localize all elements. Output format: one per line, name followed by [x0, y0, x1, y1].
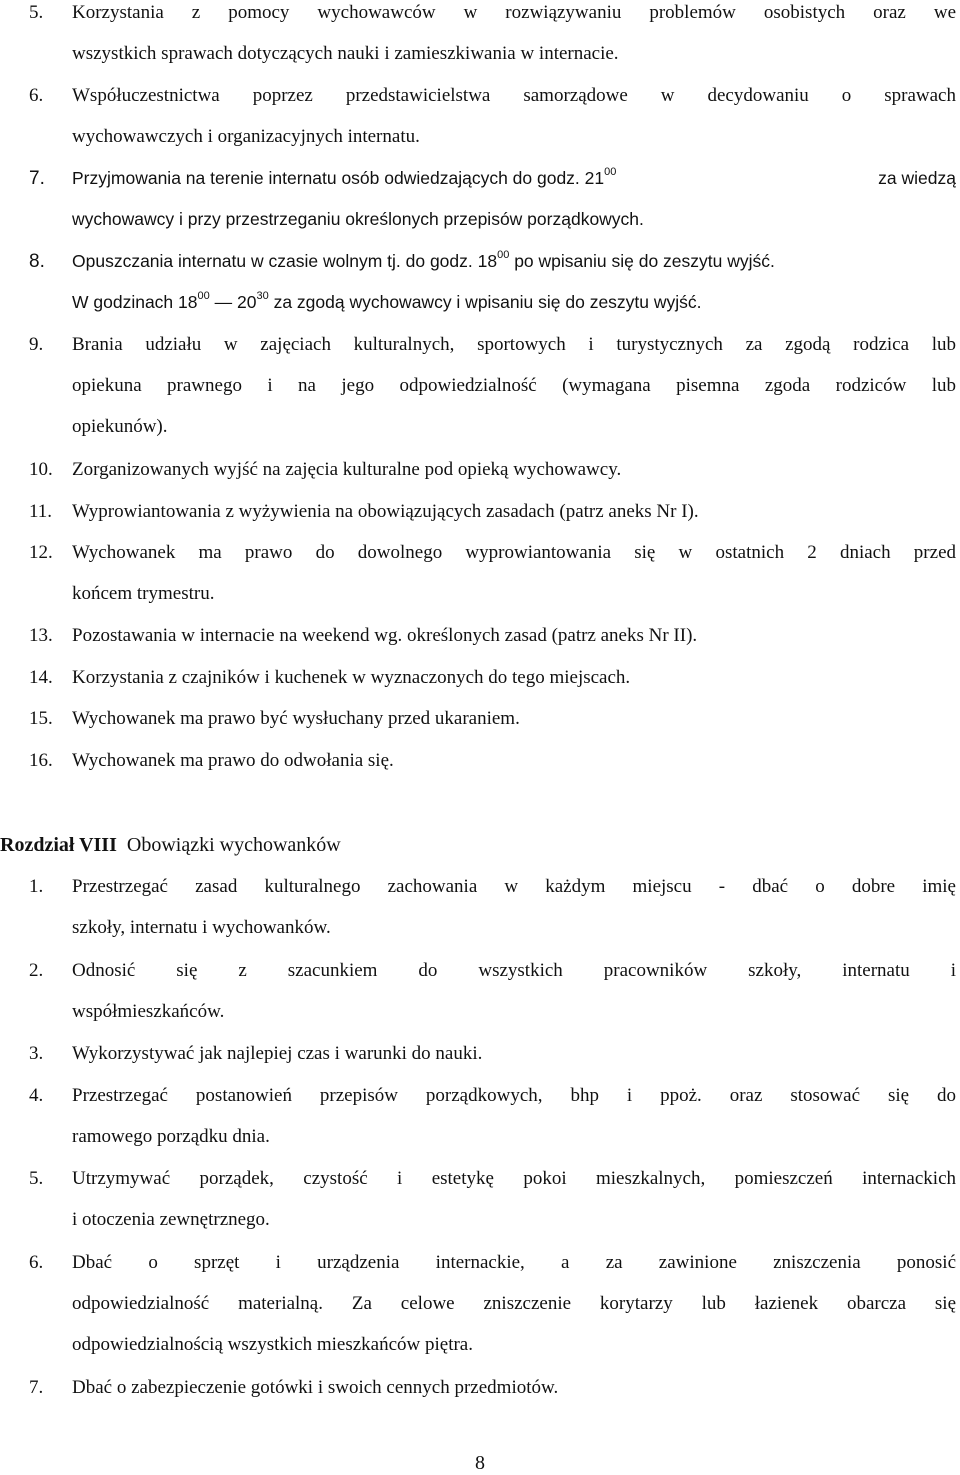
- item-text-line: szkoły, internatu i wychowanków.: [72, 917, 331, 938]
- item-number: 7.: [29, 1377, 44, 1398]
- item-text-line: Korzystania z pomocy wychowawców w rozwiązywaniu problemów osobistych oraz we: [72, 2, 956, 23]
- item-text-line: Korzystania z czajników i kuchenek w wyznaczonych do tego miejscach.: [72, 667, 631, 688]
- item-text-line: i otoczenia zewnętrznego.: [72, 1209, 270, 1230]
- item-text-line: W godzinach $18^{00}$ — $20^{30}$ za zgodą wychowawcy i wpisaniu się do zeszytu wyjść.: [72, 290, 702, 312]
- item-number: 6.: [29, 85, 44, 106]
- item-number: 9.: [29, 334, 44, 355]
- time-superscript: 00: [604, 166, 617, 178]
- item-number: 13.: [29, 625, 53, 646]
- item-text-part: za wiedzą: [878, 168, 956, 188]
- item-text-line: wychowawcy i przy przestrzeganiu określonych przepisów porządkowych.: [72, 209, 644, 229]
- item-number: 15.: [29, 708, 53, 729]
- item-text-line: Utrzymywać porządek, czystość i estetykę pokoi mieszkalnych, pomieszczeń internackich: [72, 1168, 956, 1189]
- item-number: 2.: [29, 960, 44, 981]
- item-text-line: Odnosić się z szacunkiem do wszystkich pracowników szkoły, internatu i: [72, 960, 956, 981]
- item-text-line: Wychowanek ma prawo do odwołania się.: [72, 750, 394, 771]
- item-text-part: Przyjmowania na terenie internatu osób odwiedzających do godz. $21^{00}$: [72, 166, 617, 188]
- chapter-title: Obowiązki wychowanków: [126, 834, 341, 856]
- item-number: 5.: [29, 1168, 44, 1189]
- item-text-line: Wyprowiantowania z wyżywienia na obowiązujących zasadach (patrz aneks Nr I).: [72, 501, 699, 522]
- item-number: 6.: [29, 1252, 44, 1273]
- item-number: 7.: [29, 168, 45, 189]
- item-number: 5.: [29, 2, 44, 23]
- item-number: 11.: [29, 501, 53, 522]
- item-text-line: Brania udziału w zajęciach kulturalnych, sportowych i turystycznych za zgodą rodzica lub: [72, 334, 956, 355]
- item-text-line: Dbać o sprzęt i urządzenia internackie, a za zawinione zniszczenia ponosić: [72, 1252, 956, 1273]
- item-number: 3.: [29, 1043, 44, 1064]
- item-number: 8.: [29, 251, 45, 272]
- item-text-line: odpowiedzialnością wszystkich mieszkańców piętra.: [72, 1334, 473, 1355]
- time-superscript: 00: [497, 249, 510, 261]
- item-text-line: opiekunów).: [72, 416, 168, 437]
- item-text-line: Opuszczania internatu w czasie wolnym tj. do godz. $18^{00}$ po wpisaniu się do zeszytu wyjść.: [72, 249, 775, 271]
- item-text-line: ramowego porządku dnia.: [72, 1126, 270, 1147]
- item-number: 12.: [29, 542, 53, 563]
- time-superscript: 00: [197, 290, 210, 302]
- item-text-line: Zorganizowanych wyjść na zajęcia kulturalne pod opieką wychowawcy.: [72, 459, 622, 480]
- item-number: 14.: [29, 667, 53, 688]
- item-text-line: Pozostawania w internacie na weekend wg. określonych zasad (patrz aneks Nr II).: [72, 625, 698, 646]
- item-text-line: Współuczestnictwa poprzez przedstawicielstwa samorządowe w decydowaniu o sprawach: [72, 85, 956, 106]
- item-text-line: końcem trymestru.: [72, 583, 215, 604]
- item-number: 16.: [29, 750, 53, 771]
- item-number: 10.: [29, 459, 53, 480]
- item-text-line: odpowiedzialność materialną. Za celowe zniszczenie korytarzy lub łazienek obarcza się: [72, 1293, 956, 1314]
- item-text-line: [72, 158, 956, 199]
- item-text-line: wszystkich sprawach dotyczących nauki i zamieszkiwania w internacie.: [72, 43, 619, 64]
- item-text-line: Wychowanek ma prawo do dowolnego wyprowiantowania się w ostatnich 2 dniach przed: [72, 542, 956, 563]
- item-text-line: Dbać o zabezpieczenie gotówki i swoich cennych przedmiotów.: [72, 1377, 559, 1398]
- item-number: 4.: [29, 1085, 44, 1106]
- chapter-heading: [0, 828, 341, 862]
- item-text-line: wychowawczych i organizacyjnych internatu.: [72, 126, 420, 147]
- item-text-line: Przestrzegać postanowień przepisów porządkowych, bhp i ppoż. oraz stosować się do: [72, 1085, 956, 1106]
- chapter-label: Rozdział VIII: [0, 834, 117, 856]
- item-number: 1.: [29, 876, 44, 897]
- item-text-line: Przestrzegać zasad kulturalnego zachowania w każdym miejscu - dbać o dobre imię: [72, 876, 956, 897]
- page-number: 8: [475, 1452, 485, 1474]
- time-superscript: 30: [256, 290, 269, 302]
- item-text-line: Wykorzystywać jak najlepiej czas i warunki do nauki.: [72, 1043, 483, 1064]
- item-text-line: Wychowanek ma prawo być wysłuchany przed ukaraniem.: [72, 708, 520, 729]
- item-text-line: opiekuna prawnego i na jego odpowiedzialność (wymagana pisemna zgoda rodziców lub: [72, 375, 956, 396]
- item-text-line: współmieszkańców.: [72, 1001, 225, 1022]
